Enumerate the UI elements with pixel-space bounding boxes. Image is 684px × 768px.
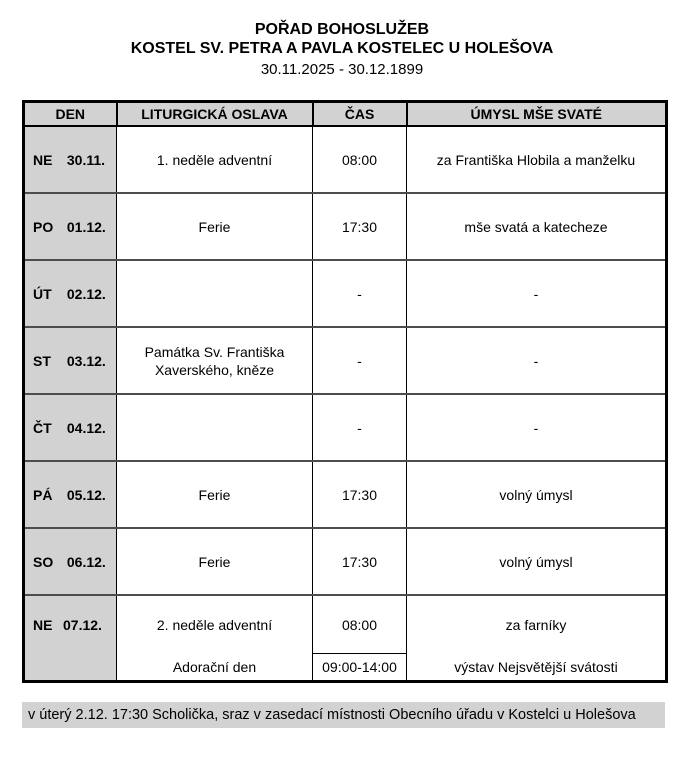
day-date: 05.12. (66, 486, 106, 503)
day-cell (24, 193, 117, 260)
day-cell (24, 528, 117, 595)
celebration-text: Ferie (198, 553, 231, 570)
intention-cell (407, 528, 667, 595)
intention-cell (407, 126, 667, 193)
celebration-text: Ferie (198, 218, 231, 235)
day-date: 03.12. (66, 352, 106, 369)
time-cell: 17:30 (313, 528, 407, 595)
day-cell (24, 126, 117, 193)
celebration-cell (117, 327, 313, 394)
day-date: 06.12. (66, 553, 106, 570)
table-row (24, 260, 667, 327)
table-row (24, 394, 667, 461)
title-block (0, 20, 684, 80)
page-title-line2: KOSTEL SV. PETRA A PAVLA KOSTELEC U HOLEŠOVA (130, 40, 554, 57)
table-row (24, 126, 667, 193)
header-cell-cas: ČAS (313, 102, 407, 127)
celebration-cell (117, 394, 313, 461)
intention-text: - (533, 419, 539, 436)
celebration-cell (117, 528, 313, 595)
intention-text: za Františka Hlobila a manželku (436, 151, 636, 168)
page-title-line1: POŘAD BOHOSLUŽEB (254, 21, 430, 38)
time-cell: 17:30 (313, 461, 407, 528)
day-abbrev: PO (33, 218, 54, 235)
intention-text: - (533, 285, 539, 302)
day-abbrev: NE (33, 151, 53, 168)
day-abbrev: NE (33, 617, 53, 633)
intention-text: - (533, 352, 539, 369)
celebration-subtext: Adorační den (172, 659, 257, 675)
day-abbrev: SO (33, 553, 54, 570)
day-abbrev: ÚT (33, 285, 52, 302)
intention-cell (407, 193, 667, 260)
day-date: 01.12. (66, 218, 106, 235)
day-cell (24, 461, 117, 528)
intention-subtext: výstav Nejsvětější svátosti (454, 659, 618, 675)
schedule-table (22, 100, 668, 683)
day-abbrev: ST (33, 352, 51, 369)
intention-cell (407, 461, 667, 528)
table-row (24, 595, 667, 682)
table-row (24, 327, 667, 394)
intention-cell (407, 327, 667, 394)
celebration-cell (117, 595, 313, 682)
celebration-text: Ferie (198, 486, 231, 503)
header-cell-umysl: ÚMYSL MŠE SVATÉ (407, 102, 667, 127)
table-row (24, 528, 667, 595)
header-cell-den: DEN (24, 102, 117, 127)
day-date: 07.12. (63, 617, 102, 633)
day-abbrev: PÁ (33, 486, 53, 503)
intention-cell (407, 260, 667, 327)
time-cell: - (313, 394, 407, 461)
footer-note: v úterý 2.12. 17:30 Scholička, sraz v zasedací místnosti Obecního úřadu v Kostelci u Holešova (22, 702, 665, 728)
time-cell: 08:00 (313, 126, 407, 193)
intention-cell (407, 394, 667, 461)
day-cell (24, 595, 117, 682)
header-row (24, 102, 667, 127)
time-subtext: 09:00-14:00 (313, 653, 406, 680)
intention-text: mše svatá a katecheze (464, 218, 608, 235)
day-date: 04.12. (66, 419, 106, 436)
celebration-text: 1. neděle adventní (156, 151, 273, 168)
time-cell: - (313, 327, 407, 394)
header-cell-liturgicka-oslava: LITURGICKÁ OSLAVA (117, 102, 313, 127)
time-cell: - (313, 260, 407, 327)
day-cell (24, 260, 117, 327)
day-cell-spacer (33, 654, 116, 680)
time-text: 08:00 (341, 616, 378, 633)
date-range: 30.11.2025 - 30.12.1899 (260, 61, 424, 78)
table-row (24, 193, 667, 260)
intention-text: volný úmysl (499, 553, 573, 570)
celebration-text: Památka Sv. Františka Xaverského, kněze (144, 343, 285, 378)
celebration-cell (117, 193, 313, 260)
day-cell (24, 327, 117, 394)
celebration-cell (117, 126, 313, 193)
day-abbrev: ČT (33, 419, 52, 436)
day-cell (24, 394, 117, 461)
celebration-cell (117, 461, 313, 528)
time-cell: 17:30 (313, 193, 407, 260)
table-row (24, 461, 667, 528)
celebration-cell (117, 260, 313, 327)
time-cell (313, 595, 407, 682)
intention-text: volný úmysl (499, 486, 573, 503)
intention-cell (407, 595, 667, 682)
day-date: 30.11. (66, 151, 106, 168)
intention-text: za farníky (505, 617, 567, 633)
day-date: 02.12. (66, 285, 106, 302)
celebration-text: 2. neděle adventní (156, 617, 273, 633)
